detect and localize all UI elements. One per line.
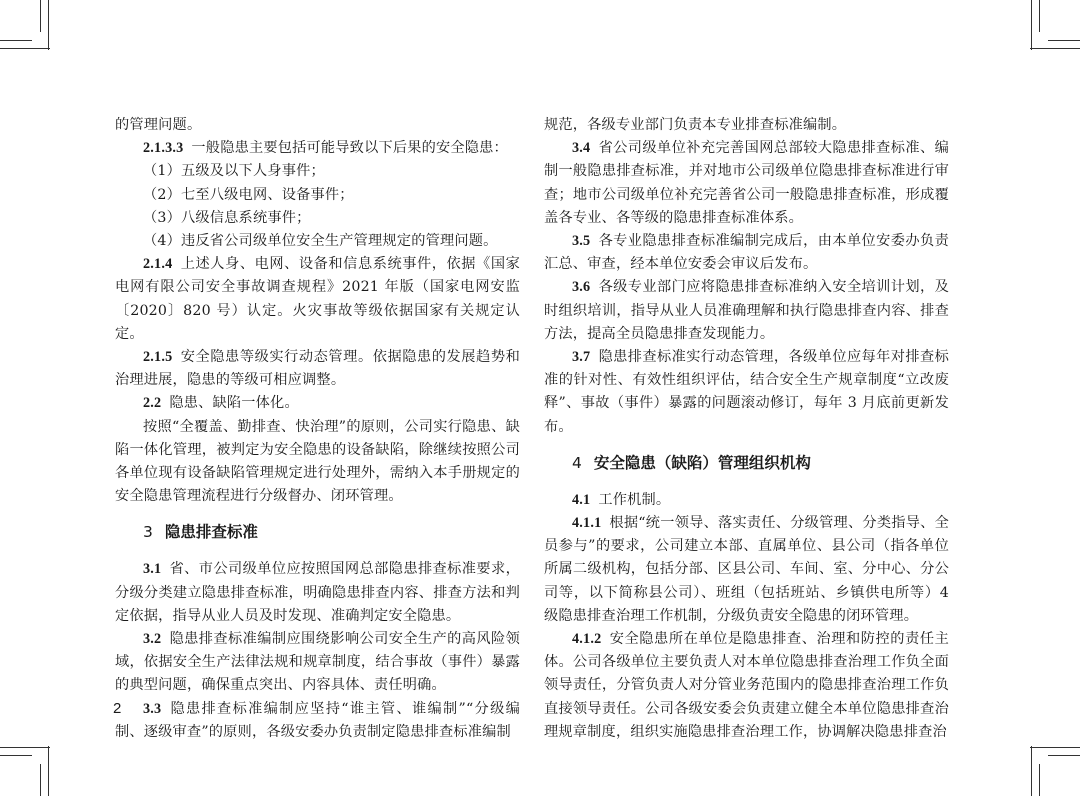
crop-mark-br-h	[1048, 755, 1080, 756]
paragraph-text: 规范，各级专业部门负责本专业排查标准编制。	[544, 117, 847, 133]
paragraph-text: 安全隐患等级实行动态管理。依据隐患的发展趋势和治理进展，隐患的等级可相应调整。	[115, 349, 520, 389]
paragraph-text: （4）违反省公司级单位安全生产管理规定的管理问题。	[143, 233, 498, 250]
paragraph	[544, 276, 949, 346]
paragraph-text: 隐患排查标准实行动态管理，各级单位应每年对排查标准的针对性、有效性组织评估，结合安全生产规章制度“立改废释”、事故（事件）暴露的问题滚动修订，每年 3 月底前更新发布。	[544, 349, 949, 435]
paragraph-text: 隐患、缺陷一体化。	[169, 395, 299, 412]
section-heading	[143, 520, 520, 544]
paragraph-text: 工作机制。	[598, 491, 671, 508]
page-number: 2	[113, 700, 122, 717]
paragraph	[115, 698, 520, 744]
clause-number: 3.5	[572, 233, 591, 250]
crop-mark-bl-v	[40, 764, 41, 796]
clause-number: 3.4	[572, 140, 591, 157]
paragraph	[544, 137, 949, 230]
clause-number: 2.1.4	[143, 256, 173, 273]
paragraph	[544, 346, 949, 439]
clause-number: 4.1.2	[572, 631, 602, 648]
paragraph-text: 各级专业部门应将隐患排查标准纳入安全培训计划，及时组织培训，指导从业人员准确理解和执行隐患排查内容、排查方法，提高全员隐患排查发现能力。	[544, 279, 949, 342]
crop-mark-br-v	[1039, 764, 1040, 796]
clause-number: 2.2	[143, 395, 162, 412]
list-item	[115, 160, 520, 183]
paragraph	[544, 512, 949, 628]
paragraph-text: （3）八级信息系统事件；	[143, 209, 311, 226]
crop-mark-tl-v2	[48, 0, 49, 50]
clause-number: 3.3	[143, 700, 162, 717]
clause-number: 2.1.3.3	[143, 140, 184, 157]
crop-mark-tr-v2	[1031, 0, 1032, 50]
paragraph-text: 上述人身、电网、设备和信息系统事件，依据《国家电网有限公司安全事故调查规程》2021 年版（国家电网安监〔2020〕820 号）认定。火灾事故等级依据国家有关规定认定。	[115, 256, 520, 342]
paragraph-text: 安全隐患所在单位是隐患排查、治理和防控的责任主体。公司各级单位主要负责人对本单位隐患排查治理工作负全面领导责任，分管负责人对分管业务范围内的隐患排查治理工作负直接领导责任。公司各级安委会负责建立健全本单位隐患排查治理规章制度，组织实施隐患排查治理工作，协调解决隐患排查治	[544, 631, 949, 740]
left-column	[115, 114, 520, 744]
section-heading	[572, 451, 949, 475]
list-item	[115, 184, 520, 207]
right-column	[544, 114, 949, 744]
paragraph-text: 隐患排查标准编制应坚持“谁主管、谁编制”“分级编制、逐级审查”的原则，各级安委办负责制定隐患排查标准编制	[115, 700, 520, 740]
section-number: 4	[572, 453, 582, 472]
crop-mark-br-v2	[1031, 746, 1032, 796]
crop-mark-tr-v	[1039, 0, 1040, 32]
paragraph	[544, 114, 949, 137]
crop-mark-tl-h	[0, 40, 32, 41]
paragraph	[115, 416, 520, 509]
paragraph-text: 隐患排查标准编制应围绕影响公司安全生产的高风险领域，依据安全生产法律法规和规章制度，结合事故（事件）暴露的典型问题，确保重点突出、内容具体、责任明确。	[115, 631, 520, 694]
paragraph	[115, 114, 520, 137]
paragraph-text: 的管理问题。	[115, 117, 202, 133]
paragraph-text: 省公司级单位补充完善国网总部较大隐患排查标准、编制一般隐患排查标准，并对地市公司级单位隐患排查标准进行审查；地市公司级单位补充完善省公司一般隐患排查标准，形成覆盖各专业、各等级的隐患排查标准体系。	[544, 140, 949, 226]
paragraph-text: 各专业隐患排查标准编制完成后，由本单位安委办负责汇总、审查，经本单位安委会审议后发布。	[544, 233, 949, 273]
clause-number: 3.1	[143, 561, 162, 578]
crop-mark-bl-h2	[0, 747, 50, 748]
paragraph-text: 按照“全覆盖、勤排查、快治理”的原则，公司实行隐患、缺陷一体化管理，被判定为安全隐患的设备缺陷，除继续按照公司各单位现有设备缺陷管理规定进行处理外，需纳入本手册规定的安全隐患管理流程进行分级督办、闭环管理。	[115, 418, 520, 505]
clause-number: 2.1.5	[143, 349, 173, 366]
crop-mark-bl-h	[0, 755, 32, 756]
paragraph	[115, 628, 520, 698]
crop-mark-tl-v	[40, 0, 41, 32]
paragraph	[544, 628, 949, 744]
paragraph	[115, 253, 520, 346]
crop-mark-tr-h	[1048, 40, 1080, 41]
paragraph	[544, 230, 949, 276]
crop-mark-bl-v2	[48, 746, 49, 796]
section-title: 安全隐患（缺陷）管理组织机构	[593, 453, 811, 472]
paragraph-text: 根据“统一领导、落实责任、分级管理、分类指导、全员参与”的要求，公司建立本部、直属单位、县公司（指各单位所属二级机构，包括分部、区县公司、车间、室、分中心、分公司等，以下简称县公司）、班组（包括班站、乡镇供电所等）4 级隐患排查治理工作机制，分级负责安全隐患的闭环管理。	[544, 515, 949, 624]
paragraph	[544, 489, 949, 512]
list-item	[115, 230, 520, 253]
paragraph-text: 省、市公司级单位应按照国网总部隐患排查标准要求，分级分类建立隐患排查标准，明确隐患排查内容、排查方法和判定依据，指导从业人员及时发现、准确判定安全隐患。	[115, 561, 520, 624]
clause-number: 3.7	[572, 349, 591, 366]
clause-number: 3.2	[143, 631, 162, 648]
crop-mark-tr-h2	[1030, 48, 1080, 49]
clause-number: 3.6	[572, 279, 591, 296]
list-item	[115, 207, 520, 230]
clause-number: 4.1.1	[572, 515, 602, 532]
clause-number: 4.1	[572, 491, 591, 508]
paragraph	[115, 392, 520, 415]
paragraph-text: 一般隐患主要包括可能导致以下后果的安全隐患：	[191, 140, 508, 157]
paragraph	[115, 558, 520, 628]
paragraph-text: （2）七至八级电网、设备事件；	[143, 186, 354, 203]
crop-mark-tl-h2	[0, 48, 50, 49]
paragraph	[115, 346, 520, 392]
paragraph	[115, 137, 520, 160]
section-number: 3	[143, 523, 153, 542]
crop-mark-br-h2	[1030, 747, 1080, 748]
section-title: 隐患排查标准	[164, 523, 258, 542]
paragraph-text: （1）五级及以下人身事件；	[143, 163, 325, 180]
